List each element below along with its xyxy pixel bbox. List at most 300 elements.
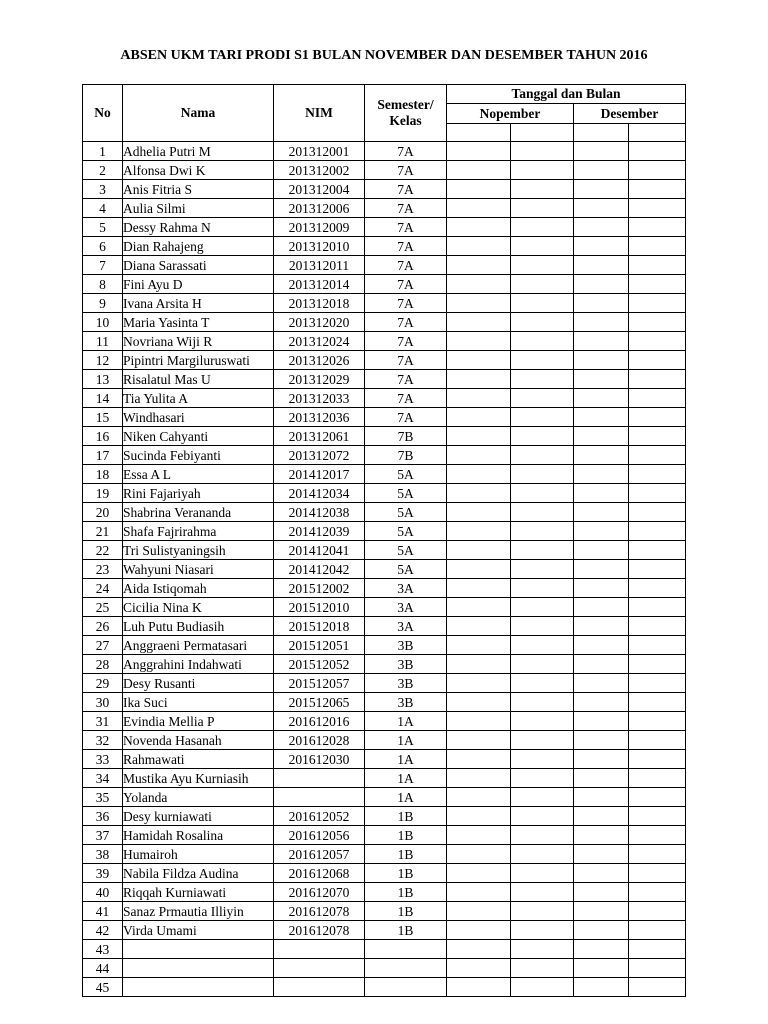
- student-name: Risalatul Mas U: [123, 370, 274, 389]
- attendance-cell[interactable]: [447, 199, 511, 218]
- attendance-cell[interactable]: [447, 750, 511, 769]
- student-name: Adhelia Putri M: [123, 142, 274, 161]
- attendance-cell[interactable]: [447, 294, 511, 313]
- attendance-cell[interactable]: [574, 503, 629, 522]
- attendance-cell[interactable]: [629, 845, 686, 864]
- attendance-cell[interactable]: [629, 484, 686, 503]
- attendance-cell[interactable]: [447, 389, 511, 408]
- attendance-cell[interactable]: [447, 693, 511, 712]
- student-kelas: 7A: [365, 180, 447, 199]
- student-name: Evindia Mellia P: [123, 712, 274, 731]
- student-nim: 201312033: [274, 389, 365, 408]
- attendance-cell[interactable]: [574, 427, 629, 446]
- attendance-cell[interactable]: [447, 332, 511, 351]
- student-nim: 201512010: [274, 598, 365, 617]
- table-row: [83, 351, 686, 370]
- student-name: [123, 940, 274, 959]
- student-kelas: [365, 978, 447, 997]
- attendance-cell[interactable]: [447, 636, 511, 655]
- attendance-cell[interactable]: [574, 332, 629, 351]
- attendance-cell[interactable]: [511, 522, 574, 541]
- student-kelas: 3B: [365, 674, 447, 693]
- attendance-cell[interactable]: [629, 902, 686, 921]
- student-kelas: 7A: [365, 237, 447, 256]
- attendance-cell[interactable]: [574, 199, 629, 218]
- attendance-cell[interactable]: [447, 446, 511, 465]
- table-row: [83, 598, 686, 617]
- attendance-cell[interactable]: [511, 788, 574, 807]
- row-number: 14: [83, 389, 123, 408]
- attendance-cell[interactable]: [629, 560, 686, 579]
- row-number: 6: [83, 237, 123, 256]
- student-nim: 201612078: [274, 902, 365, 921]
- student-kelas: 7A: [365, 351, 447, 370]
- table-row: [83, 636, 686, 655]
- attendance-cell[interactable]: [574, 484, 629, 503]
- attendance-cell[interactable]: [574, 864, 629, 883]
- student-kelas: 5A: [365, 522, 447, 541]
- attendance-cell[interactable]: [574, 446, 629, 465]
- row-number: 11: [83, 332, 123, 351]
- attendance-cell[interactable]: [574, 560, 629, 579]
- student-name: Luh Putu Budiasih: [123, 617, 274, 636]
- attendance-cell[interactable]: [511, 427, 574, 446]
- attendance-cell[interactable]: [511, 560, 574, 579]
- student-kelas: 7A: [365, 370, 447, 389]
- attendance-cell[interactable]: [629, 142, 686, 161]
- header-semester-kelas: [365, 85, 447, 142]
- attendance-cell[interactable]: [629, 864, 686, 883]
- student-kelas: 1B: [365, 807, 447, 826]
- attendance-cell[interactable]: [574, 294, 629, 313]
- attendance-cell[interactable]: [447, 256, 511, 275]
- student-kelas: 3B: [365, 693, 447, 712]
- attendance-cell[interactable]: [629, 826, 686, 845]
- attendance-cell[interactable]: [511, 864, 574, 883]
- student-kelas: 7A: [365, 389, 447, 408]
- attendance-cell[interactable]: [447, 902, 511, 921]
- student-nim: 201512051: [274, 636, 365, 655]
- attendance-cell[interactable]: [629, 199, 686, 218]
- row-number: 45: [83, 978, 123, 997]
- row-number: 39: [83, 864, 123, 883]
- attendance-cell[interactable]: [511, 142, 574, 161]
- student-kelas: 1A: [365, 731, 447, 750]
- attendance-cell[interactable]: [629, 161, 686, 180]
- student-name: Ika Suci: [123, 693, 274, 712]
- attendance-cell[interactable]: [629, 332, 686, 351]
- student-name: Humairoh: [123, 845, 274, 864]
- attendance-cell[interactable]: [511, 750, 574, 769]
- date-cell[interactable]: [447, 124, 511, 142]
- attendance-cell[interactable]: [511, 503, 574, 522]
- attendance-cell[interactable]: [511, 693, 574, 712]
- row-number: 7: [83, 256, 123, 275]
- attendance-cell[interactable]: [511, 883, 574, 902]
- student-kelas: 3A: [365, 617, 447, 636]
- attendance-table: [82, 84, 686, 997]
- student-kelas: 1B: [365, 902, 447, 921]
- attendance-cell[interactable]: [447, 408, 511, 427]
- attendance-cell[interactable]: [447, 712, 511, 731]
- row-number: 37: [83, 826, 123, 845]
- attendance-cell[interactable]: [574, 218, 629, 237]
- attendance-cell[interactable]: [629, 617, 686, 636]
- row-number: 36: [83, 807, 123, 826]
- student-nim: 201512057: [274, 674, 365, 693]
- student-nim: 201512052: [274, 655, 365, 674]
- attendance-cell[interactable]: [574, 674, 629, 693]
- attendance-cell[interactable]: [574, 940, 629, 959]
- attendance-cell[interactable]: [574, 161, 629, 180]
- attendance-cell[interactable]: [629, 427, 686, 446]
- student-nim: [274, 788, 365, 807]
- attendance-cell[interactable]: [629, 313, 686, 332]
- table-row: [83, 959, 686, 978]
- attendance-cell[interactable]: [447, 161, 511, 180]
- attendance-cell[interactable]: [447, 465, 511, 484]
- attendance-cell[interactable]: [511, 636, 574, 655]
- attendance-cell[interactable]: [511, 674, 574, 693]
- attendance-cell[interactable]: [629, 807, 686, 826]
- attendance-cell[interactable]: [574, 389, 629, 408]
- attendance-cell[interactable]: [511, 902, 574, 921]
- student-nim: 201512002: [274, 579, 365, 598]
- attendance-cell[interactable]: [511, 541, 574, 560]
- attendance-cell[interactable]: [447, 845, 511, 864]
- student-nim: 201412034: [274, 484, 365, 503]
- attendance-cell[interactable]: [447, 788, 511, 807]
- student-kelas: 7B: [365, 446, 447, 465]
- attendance-cell[interactable]: [629, 351, 686, 370]
- student-nim: 201412039: [274, 522, 365, 541]
- attendance-cell[interactable]: [511, 598, 574, 617]
- attendance-cell[interactable]: [629, 959, 686, 978]
- student-nim: 201412041: [274, 541, 365, 560]
- attendance-cell[interactable]: [511, 712, 574, 731]
- table-row: [83, 313, 686, 332]
- attendance-cell[interactable]: [447, 579, 511, 598]
- attendance-cell[interactable]: [629, 389, 686, 408]
- student-name: Pipintri Margiluruswati: [123, 351, 274, 370]
- row-number: 31: [83, 712, 123, 731]
- attendance-cell[interactable]: [629, 636, 686, 655]
- row-number: 21: [83, 522, 123, 541]
- attendance-cell[interactable]: [447, 807, 511, 826]
- student-name: Novriana Wiji R: [123, 332, 274, 351]
- student-kelas: 5A: [365, 560, 447, 579]
- attendance-cell[interactable]: [574, 579, 629, 598]
- row-number: 8: [83, 275, 123, 294]
- attendance-cell[interactable]: [447, 275, 511, 294]
- attendance-cell[interactable]: [574, 370, 629, 389]
- attendance-cell[interactable]: [629, 693, 686, 712]
- student-nim: 201312029: [274, 370, 365, 389]
- row-number: 38: [83, 845, 123, 864]
- attendance-cell[interactable]: [511, 617, 574, 636]
- student-nim: 201612057: [274, 845, 365, 864]
- attendance-cell[interactable]: [574, 902, 629, 921]
- row-number: 16: [83, 427, 123, 446]
- attendance-cell[interactable]: [629, 180, 686, 199]
- row-number: 44: [83, 959, 123, 978]
- attendance-cell[interactable]: [511, 370, 574, 389]
- attendance-cell[interactable]: [629, 275, 686, 294]
- attendance-cell[interactable]: [447, 503, 511, 522]
- attendance-cell[interactable]: [511, 275, 574, 294]
- attendance-cell[interactable]: [574, 750, 629, 769]
- student-kelas: 3B: [365, 655, 447, 674]
- student-kelas: 1A: [365, 769, 447, 788]
- attendance-cell[interactable]: [447, 218, 511, 237]
- attendance-cell[interactable]: [574, 541, 629, 560]
- table-row: [83, 370, 686, 389]
- student-kelas: 1B: [365, 845, 447, 864]
- attendance-cell[interactable]: [447, 370, 511, 389]
- attendance-cell[interactable]: [629, 446, 686, 465]
- attendance-cell[interactable]: [629, 769, 686, 788]
- attendance-cell[interactable]: [511, 845, 574, 864]
- attendance-cell[interactable]: [511, 313, 574, 332]
- attendance-cell[interactable]: [629, 522, 686, 541]
- attendance-cell[interactable]: [447, 674, 511, 693]
- attendance-cell[interactable]: [574, 522, 629, 541]
- attendance-cell[interactable]: [511, 389, 574, 408]
- student-kelas: 5A: [365, 484, 447, 503]
- attendance-cell[interactable]: [511, 484, 574, 503]
- attendance-cell[interactable]: [629, 465, 686, 484]
- student-name: Novenda Hasanah: [123, 731, 274, 750]
- student-nim: 201412042: [274, 560, 365, 579]
- attendance-cell[interactable]: [511, 199, 574, 218]
- student-name: Niken Cahyanti: [123, 427, 274, 446]
- table-row: [83, 864, 686, 883]
- row-number: 28: [83, 655, 123, 674]
- attendance-cell[interactable]: [511, 940, 574, 959]
- attendance-cell[interactable]: [574, 465, 629, 484]
- attendance-cell[interactable]: [574, 617, 629, 636]
- attendance-cell[interactable]: [511, 959, 574, 978]
- attendance-cell[interactable]: [447, 427, 511, 446]
- student-name: Yolanda: [123, 788, 274, 807]
- table-row: [83, 294, 686, 313]
- date-cell[interactable]: [511, 124, 574, 142]
- attendance-cell[interactable]: [574, 313, 629, 332]
- attendance-cell[interactable]: [447, 313, 511, 332]
- table-row: [83, 161, 686, 180]
- attendance-cell[interactable]: [511, 807, 574, 826]
- date-cell[interactable]: [629, 124, 686, 142]
- attendance-cell[interactable]: [447, 617, 511, 636]
- row-number: 26: [83, 617, 123, 636]
- attendance-rows: [83, 142, 686, 997]
- attendance-cell[interactable]: [574, 826, 629, 845]
- student-name: Ivana Arsita H: [123, 294, 274, 313]
- attendance-cell[interactable]: [574, 180, 629, 199]
- attendance-cell[interactable]: [574, 655, 629, 674]
- table-row: [83, 674, 686, 693]
- row-number: 3: [83, 180, 123, 199]
- attendance-cell[interactable]: [447, 180, 511, 199]
- attendance-cell[interactable]: [629, 598, 686, 617]
- attendance-cell[interactable]: [574, 959, 629, 978]
- student-nim: [274, 769, 365, 788]
- attendance-cell[interactable]: [574, 408, 629, 427]
- attendance-cell[interactable]: [511, 256, 574, 275]
- attendance-cell[interactable]: [574, 598, 629, 617]
- row-number: 13: [83, 370, 123, 389]
- attendance-cell[interactable]: [511, 579, 574, 598]
- attendance-cell[interactable]: [629, 731, 686, 750]
- row-number: 19: [83, 484, 123, 503]
- student-name: Anggraeni Permatasari: [123, 636, 274, 655]
- attendance-cell[interactable]: [511, 921, 574, 940]
- table-row: [83, 541, 686, 560]
- student-name: Windhasari: [123, 408, 274, 427]
- header-nopember: Nopember: [447, 104, 574, 124]
- attendance-cell[interactable]: [629, 750, 686, 769]
- attendance-cell[interactable]: [447, 883, 511, 902]
- student-nim: 201312010: [274, 237, 365, 256]
- table-row: [83, 275, 686, 294]
- attendance-cell[interactable]: [447, 826, 511, 845]
- attendance-cell[interactable]: [629, 237, 686, 256]
- student-kelas: 1B: [365, 883, 447, 902]
- student-kelas: 7A: [365, 161, 447, 180]
- attendance-cell[interactable]: [574, 921, 629, 940]
- attendance-cell[interactable]: [574, 845, 629, 864]
- attendance-cell[interactable]: [574, 807, 629, 826]
- attendance-cell[interactable]: [511, 180, 574, 199]
- attendance-cell[interactable]: [574, 636, 629, 655]
- table-row: [83, 484, 686, 503]
- attendance-cell[interactable]: [511, 655, 574, 674]
- attendance-cell[interactable]: [574, 769, 629, 788]
- attendance-cell[interactable]: [574, 731, 629, 750]
- table-row: [83, 883, 686, 902]
- attendance-cell[interactable]: [511, 161, 574, 180]
- attendance-cell[interactable]: [447, 522, 511, 541]
- row-number: 35: [83, 788, 123, 807]
- attendance-cell[interactable]: [574, 712, 629, 731]
- table-row: [83, 142, 686, 161]
- attendance-cell[interactable]: [511, 351, 574, 370]
- attendance-cell[interactable]: [629, 294, 686, 313]
- row-number: 43: [83, 940, 123, 959]
- attendance-cell[interactable]: [447, 541, 511, 560]
- attendance-cell[interactable]: [574, 978, 629, 997]
- attendance-cell[interactable]: [447, 959, 511, 978]
- table-row: [83, 693, 686, 712]
- attendance-cell[interactable]: [629, 503, 686, 522]
- attendance-cell[interactable]: [511, 826, 574, 845]
- attendance-cell[interactable]: [447, 921, 511, 940]
- attendance-cell[interactable]: [629, 940, 686, 959]
- student-name: Alfonsa Dwi K: [123, 161, 274, 180]
- header-no: No: [83, 85, 123, 142]
- attendance-cell[interactable]: [574, 275, 629, 294]
- attendance-cell[interactable]: [629, 788, 686, 807]
- table-row: [83, 408, 686, 427]
- attendance-cell[interactable]: [447, 655, 511, 674]
- student-kelas: 7A: [365, 332, 447, 351]
- attendance-cell[interactable]: [629, 655, 686, 674]
- date-cell[interactable]: [574, 124, 629, 142]
- row-number: 10: [83, 313, 123, 332]
- student-kelas: 3B: [365, 636, 447, 655]
- attendance-cell[interactable]: [447, 351, 511, 370]
- attendance-cell[interactable]: [629, 541, 686, 560]
- student-name: Tia Yulita A: [123, 389, 274, 408]
- attendance-cell[interactable]: [447, 731, 511, 750]
- attendance-cell[interactable]: [629, 883, 686, 902]
- attendance-cell[interactable]: [629, 256, 686, 275]
- attendance-cell[interactable]: [511, 332, 574, 351]
- attendance-cell[interactable]: [511, 769, 574, 788]
- student-nim: 201412017: [274, 465, 365, 484]
- attendance-cell[interactable]: [574, 237, 629, 256]
- attendance-cell[interactable]: [447, 864, 511, 883]
- attendance-cell[interactable]: [511, 218, 574, 237]
- student-nim: 201312014: [274, 275, 365, 294]
- attendance-cell[interactable]: [447, 237, 511, 256]
- attendance-cell[interactable]: [511, 294, 574, 313]
- table-row: [83, 845, 686, 864]
- attendance-cell[interactable]: [629, 370, 686, 389]
- row-number: 29: [83, 674, 123, 693]
- table-row: [83, 560, 686, 579]
- attendance-cell[interactable]: [447, 978, 511, 997]
- attendance-cell[interactable]: [574, 142, 629, 161]
- attendance-cell[interactable]: [574, 256, 629, 275]
- attendance-cell[interactable]: [447, 598, 511, 617]
- student-kelas: 1A: [365, 712, 447, 731]
- student-nim: [274, 940, 365, 959]
- student-kelas: [365, 959, 447, 978]
- attendance-cell[interactable]: [629, 712, 686, 731]
- attendance-cell[interactable]: [629, 674, 686, 693]
- table-row: [83, 237, 686, 256]
- attendance-cell[interactable]: [511, 465, 574, 484]
- student-nim: 201312004: [274, 180, 365, 199]
- attendance-cell[interactable]: [447, 142, 511, 161]
- attendance-cell[interactable]: [511, 978, 574, 997]
- student-name: Riqqah Kurniawati: [123, 883, 274, 902]
- attendance-cell[interactable]: [447, 560, 511, 579]
- attendance-cell[interactable]: [511, 408, 574, 427]
- attendance-cell[interactable]: [574, 883, 629, 902]
- attendance-cell[interactable]: [629, 921, 686, 940]
- student-name: Diana Sarassati: [123, 256, 274, 275]
- attendance-cell[interactable]: [629, 978, 686, 997]
- header-nim: NIM: [274, 85, 365, 142]
- attendance-cell[interactable]: [447, 769, 511, 788]
- attendance-cell[interactable]: [511, 446, 574, 465]
- attendance-cell[interactable]: [511, 731, 574, 750]
- student-name: Anggrahini Indahwati: [123, 655, 274, 674]
- attendance-cell[interactable]: [574, 788, 629, 807]
- attendance-cell[interactable]: [629, 218, 686, 237]
- table-row: [83, 446, 686, 465]
- attendance-cell[interactable]: [629, 408, 686, 427]
- attendance-cell[interactable]: [574, 693, 629, 712]
- attendance-cell[interactable]: [574, 351, 629, 370]
- attendance-cell[interactable]: [511, 237, 574, 256]
- attendance-cell[interactable]: [629, 579, 686, 598]
- attendance-cell[interactable]: [447, 484, 511, 503]
- attendance-cell[interactable]: [447, 940, 511, 959]
- student-kelas: [365, 940, 447, 959]
